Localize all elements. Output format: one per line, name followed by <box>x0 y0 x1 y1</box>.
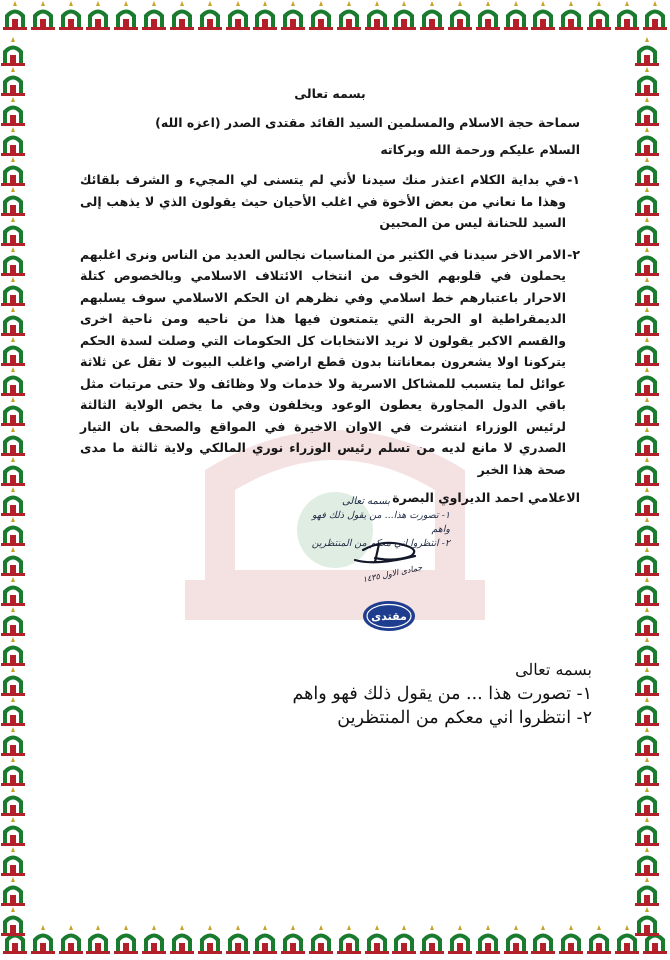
border-ornament-icon <box>634 876 660 906</box>
border-ornament-icon <box>530 0 556 30</box>
border-ornament-icon <box>634 636 660 666</box>
border-ornament-icon <box>634 846 660 876</box>
border-ornament-icon <box>252 0 278 30</box>
border-ornament-icon <box>0 486 26 516</box>
transcript-line-1: ١- تصورت هذا ... من يقول ذلك فهو واهم <box>292 684 592 704</box>
border-ornament-icon <box>252 924 278 954</box>
border-right <box>634 36 670 924</box>
border-ornament-icon <box>280 0 306 30</box>
letter-signature-line: الاعلامي احمد الديراوي البصرة <box>392 490 580 505</box>
border-ornament-icon <box>85 0 111 30</box>
border-ornament-icon <box>0 366 26 396</box>
border-ornament-icon <box>634 816 660 846</box>
border-ornament-icon <box>634 366 660 396</box>
handwritten-line-1: ١- تصورت هذا... من يقول ذلك فهو واهم <box>312 510 450 535</box>
border-ornament-icon <box>634 726 660 756</box>
border-ornament-icon <box>0 786 26 816</box>
handwritten-title: بسمه تعالى <box>341 496 390 507</box>
border-ornament-icon <box>0 606 26 636</box>
border-ornament-icon <box>0 756 26 786</box>
paragraph-number: ١- <box>567 172 580 187</box>
border-ornament-icon <box>419 924 445 954</box>
border-ornament-icon <box>364 924 390 954</box>
border-ornament-icon <box>634 126 660 156</box>
border-ornament-icon <box>634 906 660 936</box>
border-ornament-icon <box>0 426 26 456</box>
handwritten-line-2: ٢- انتظروا اني معكم من المنتظرين <box>311 538 450 549</box>
border-ornament-icon <box>0 666 26 696</box>
border-ornament-icon <box>0 306 26 336</box>
border-bottom <box>0 924 670 960</box>
border-ornament-icon <box>634 576 660 606</box>
border-ornament-icon <box>2 0 28 30</box>
border-ornament-icon <box>634 546 660 576</box>
transcript-line-2: ٢- انتظروا اني معكم من المنتظرين <box>337 708 592 728</box>
border-ornament-icon <box>308 924 334 954</box>
border-ornament-icon <box>447 924 473 954</box>
border-ornament-icon <box>475 924 501 954</box>
letter-paragraph-2 <box>80 244 580 481</box>
border-ornament-icon <box>586 0 612 30</box>
border-ornament-icon <box>30 0 56 30</box>
border-ornament-icon <box>0 396 26 426</box>
border-ornament-icon <box>634 156 660 186</box>
seal-text: مقتدى <box>371 610 407 623</box>
border-ornament-icon <box>0 456 26 486</box>
border-ornament-icon <box>197 924 223 954</box>
border-ornament-icon <box>308 0 334 30</box>
transcript-title: بسمه تعالى <box>515 660 592 679</box>
border-ornament-icon <box>634 396 660 426</box>
border-ornament-icon <box>634 96 660 126</box>
border-ornament-icon <box>30 924 56 954</box>
border-ornament-icon <box>634 186 660 216</box>
border-ornament-icon <box>634 36 660 66</box>
border-ornament-icon <box>141 924 167 954</box>
border-ornament-icon <box>364 0 390 30</box>
border-left <box>0 36 36 924</box>
border-ornament-icon <box>634 456 660 486</box>
border-ornament-icon <box>336 924 362 954</box>
signature-scribble-icon <box>355 543 415 562</box>
border-ornament-icon <box>225 0 251 30</box>
letter-paragraph-1 <box>80 169 580 234</box>
border-ornament-icon <box>197 0 223 30</box>
border-ornament-icon <box>634 696 660 726</box>
border-ornament-icon <box>85 924 111 954</box>
border-ornament-icon <box>0 276 26 306</box>
border-ornament-icon <box>280 924 306 954</box>
border-ornament-icon <box>0 816 26 846</box>
border-ornament-icon <box>447 0 473 30</box>
border-ornament-icon <box>0 66 26 96</box>
border-ornament-icon <box>634 216 660 246</box>
border-ornament-icon <box>0 516 26 546</box>
border-ornament-icon <box>0 876 26 906</box>
border-ornament-icon <box>634 516 660 546</box>
border-ornament-icon <box>586 924 612 954</box>
border-ornament-icon <box>614 0 640 30</box>
letter-bismillah: بسمه تعالى <box>294 86 366 101</box>
letter-addressee: سماحة حجة الاسلام والمسلمين السيد القائد مقتدى الصدر (اعزه الله) <box>155 115 580 130</box>
border-ornament-icon <box>642 0 668 30</box>
border-ornament-icon <box>0 186 26 216</box>
border-ornament-icon <box>634 276 660 306</box>
border-ornament-icon <box>58 924 84 954</box>
paragraph-text: الامر الاخر سيدنا في الكثير من المناسبات نجالس العديد من الناس ونرى اغلبهم يحملون في قلوبهم الخوف من انتخاب الائتلاف الاسلامي وبالخصوص كتلة الاحرار باعتبارهم خط اسلامي وفي نظرهم ان الحكم الاسلامي سوف يسلبهم الديمقراطية او الحرية التي يتمتعون فيها هذا من ناحيه ومن ناحية اخرى والقسم الاكبر يقولون لا نريد الانتخابات كل الحكومات التي وصلت لسدة الحكم يتركونا اولا يشعرون بمعاناتنا بدون قطع اراضي واغلب البيوت لا تقل عن ثلاثة عوائل لما يتسبب للمشاكل الاسرية ولا خدمات ولا وظائف ولا حتى مرتبات مثل باقي الدول المجاورة يعطون الوعود ويخلفون وفي ما يخص الولاية الثالثة لرئيس الوزراء انتشرت في الاوان الاخيرة في المواقع والصحف بان التيار الصدري لا مانع لديه من تسلم رئيس الوزراء نوري المالكي ولاية ثالثة ما مدى صحة هذا الخبر <box>80 246 566 477</box>
border-ornament-icon <box>0 846 26 876</box>
border-ornament-icon <box>634 606 660 636</box>
border-ornament-icon <box>169 0 195 30</box>
border-ornament-icon <box>634 786 660 816</box>
border-ornament-icon <box>503 0 529 30</box>
border-ornament-icon <box>634 666 660 696</box>
border-ornament-icon <box>113 0 139 30</box>
border-ornament-icon <box>419 0 445 30</box>
border-ornament-icon <box>634 306 660 336</box>
border-ornament-icon <box>0 636 26 666</box>
border-ornament-icon <box>558 924 584 954</box>
border-ornament-icon <box>391 0 417 30</box>
reply-transcript <box>290 658 592 730</box>
border-top <box>0 0 670 36</box>
border-ornament-icon <box>634 756 660 786</box>
border-ornament-icon <box>475 0 501 30</box>
border-ornament-icon <box>530 924 556 954</box>
border-ornament-icon <box>634 426 660 456</box>
border-ornament-icon <box>141 0 167 30</box>
border-ornament-icon <box>0 696 26 726</box>
border-ornament-icon <box>113 924 139 954</box>
border-ornament-icon <box>0 36 26 66</box>
border-ornament-icon <box>0 96 26 126</box>
border-ornament-icon <box>0 726 26 756</box>
border-ornament-icon <box>0 336 26 366</box>
border-ornament-icon <box>0 546 26 576</box>
paragraph-number: ٢- <box>567 246 580 262</box>
border-ornament-icon <box>225 924 251 954</box>
border-ornament-icon <box>391 924 417 954</box>
border-ornament-icon <box>634 486 660 516</box>
signature-seal-group <box>345 536 435 651</box>
border-ornament-icon <box>169 924 195 954</box>
border-ornament-icon <box>0 906 26 936</box>
signature-date-note: جمادى الاول ١٤٣٥ <box>361 562 424 585</box>
paragraph-text: في بداية الكلام اعتذر منك سيدنا لأني لم يتسنى لي المجيء و الشرف بلقائك وهذا ما نعاني من بعض الأخوة في اغلب الأحيان حيث يقولون الذي لا يذهب إلى السيد للحنانة ليس من المحبين <box>80 172 566 230</box>
letter-body <box>80 86 580 505</box>
border-ornament-icon <box>558 0 584 30</box>
border-ornament-icon <box>0 126 26 156</box>
border-ornament-icon <box>0 216 26 246</box>
border-ornament-icon <box>0 246 26 276</box>
letter-greeting: السلام عليكم ورحمة الله وبركاته <box>380 142 580 157</box>
border-ornament-icon <box>0 156 26 186</box>
border-ornament-icon <box>336 0 362 30</box>
border-ornament-icon <box>634 336 660 366</box>
border-ornament-icon <box>503 924 529 954</box>
border-ornament-icon <box>0 576 26 606</box>
border-ornament-icon <box>58 0 84 30</box>
border-ornament-icon <box>634 246 660 276</box>
border-ornament-icon <box>634 66 660 96</box>
